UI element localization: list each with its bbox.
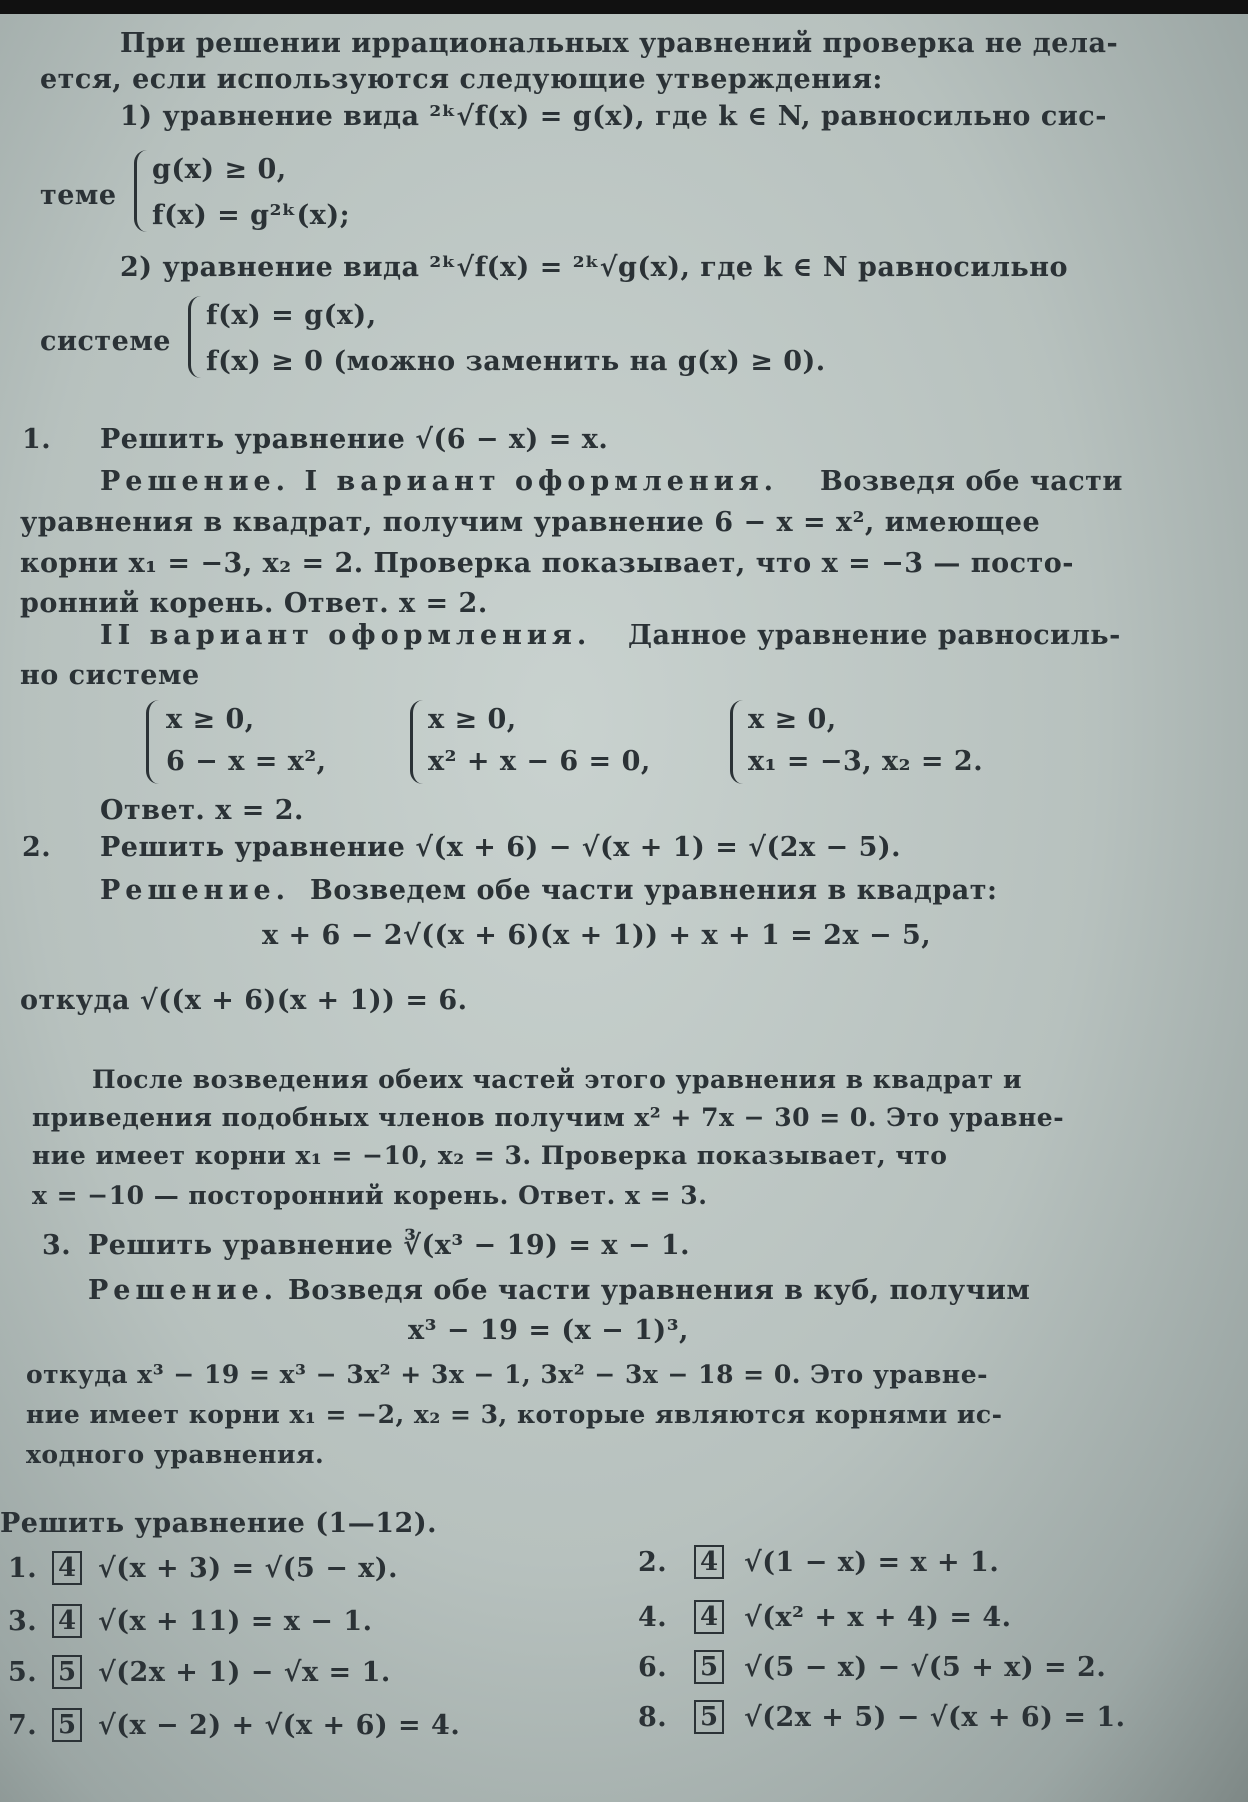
example-2-number: 2. — [22, 832, 52, 863]
statement-1: 1) уравнение вида ²ᵏ√f(x) = g(x), где k ∈ N, равносильно сис- — [120, 101, 1107, 132]
example-1-variant-2-heading: II вариант оформления. — [100, 620, 592, 651]
statement-1-word: теме — [40, 180, 117, 211]
statement-2-cond-b: f(x) ≥ 0 (можно заменить на g(x) ≥ 0). — [206, 346, 826, 377]
example-3-number: 3. — [42, 1230, 72, 1261]
example-2-solution-heading: Решение. — [100, 875, 291, 906]
example-2-title: Решить уравнение √(x + 6) − √(x + 1) = √(2x − 5). — [100, 832, 902, 863]
statement-2-word: системе — [40, 326, 171, 357]
difficulty-box: 5 — [694, 1700, 724, 1734]
exercise-equation: √(x − 2) + √(x + 6) = 4. — [98, 1710, 461, 1741]
example-2-text-line: После возведения обеих частей этого уравнения в квадрат и — [92, 1065, 1023, 1094]
example-1-answer: Ответ. x = 2. — [100, 795, 304, 826]
example-2-text-line: ние имеет корни x₁ = −10, x₂ = 3. Проверка показывает, что — [32, 1141, 948, 1170]
exercise-number: 8. — [638, 1702, 668, 1733]
exercise-number: 3. — [8, 1606, 38, 1637]
exercise-number: 1. — [8, 1553, 38, 1584]
exercise-equation: √(2x + 5) − √(x + 6) = 1. — [744, 1702, 1126, 1733]
difficulty-box: 4 — [694, 1545, 724, 1579]
example-3-solution-heading: Решение. — [88, 1275, 279, 1306]
example-1-text-line: ронний корень. Ответ. x = 2. — [20, 588, 488, 619]
example-3-text-line: откуда x³ − 19 = x³ − 3x² + 3x − 1, 3x² − 3x − 18 = 0. Это уравне- — [26, 1360, 989, 1389]
example-1-variant-1-heading: Решение. I вариант оформления. — [100, 466, 779, 497]
example-1-variant-1-text: Возведя обе части — [820, 466, 1123, 497]
example-3-text: Возведя обе части уравнения в куб, получим — [288, 1275, 1031, 1306]
example-1-text-line: корни x₁ = −3, x₂ = 2. Проверка показывает, что x = −3 — посто- — [20, 548, 1074, 579]
exercise-number: 6. — [638, 1652, 668, 1683]
photo-top-edge — [0, 0, 1248, 14]
system-3-cond-b: x₁ = −3, x₂ = 2. — [748, 746, 984, 777]
example-2-text: Возведем обе части уравнения в квадрат: — [310, 875, 998, 906]
example-1-text-line: но системе — [20, 660, 200, 691]
system-brace — [730, 700, 743, 784]
statement-1-cond-b: f(x) = g²ᵏ(x); — [152, 200, 351, 231]
example-2-equation: x + 6 − 2√((x + 6)(x + 1)) + x + 1 = 2x − 5, — [262, 920, 932, 951]
example-3-text-line: ходного уравнения. — [26, 1440, 325, 1469]
difficulty-box: 4 — [52, 1551, 82, 1585]
exercise-equation: √(1 − x) = x + 1. — [744, 1547, 1000, 1578]
system-brace — [188, 296, 201, 378]
exercise-number: 2. — [638, 1547, 668, 1578]
exercise-equation: √(x² + x + 4) = 4. — [744, 1602, 1012, 1633]
exercise-number: 4. — [638, 1602, 668, 1633]
example-2-text-line: x = −10 — посторонний корень. Ответ. x = 3. — [32, 1181, 708, 1210]
system-brace — [410, 700, 423, 784]
statement-2: 2) уравнение вида ²ᵏ√f(x) = ²ᵏ√g(x), где k ∈ N равносильно — [120, 252, 1068, 283]
system-1-cond-b: 6 − x = x², — [166, 746, 327, 777]
exercise-equation: √(5 − x) − √(5 + x) = 2. — [744, 1652, 1107, 1683]
exercise-equation: √(x + 3) = √(5 − x). — [98, 1553, 399, 1584]
example-1-number: 1. — [22, 424, 52, 455]
system-2-cond-a: x ≥ 0, — [428, 704, 517, 735]
difficulty-box: 5 — [694, 1650, 724, 1684]
difficulty-box: 4 — [694, 1600, 724, 1634]
example-2-text-line: приведения подобных членов получим x² + 7x − 30 = 0. Это уравне- — [32, 1103, 1065, 1132]
statement-1-cond-a: g(x) ≥ 0, — [152, 154, 287, 185]
exercise-number: 5. — [8, 1657, 38, 1688]
statement-2-cond-a: f(x) = g(x), — [206, 300, 377, 331]
exercise-equation: √(x + 11) = x − 1. — [98, 1606, 373, 1637]
intro-line-1: При решении иррациональных уравнений проверка не дела- — [120, 28, 1119, 59]
system-1-cond-a: x ≥ 0, — [166, 704, 255, 735]
difficulty-box: 5 — [52, 1708, 82, 1742]
system-2-cond-b: x² + x − 6 = 0, — [428, 746, 651, 777]
example-1-text-line: уравнения в квадрат, получим уравнение 6 − x = x², имеющее — [20, 507, 1041, 538]
exercise-number: 7. — [8, 1710, 38, 1741]
system-3-cond-a: x ≥ 0, — [748, 704, 837, 735]
exercise-equation: √(2x + 1) − √x = 1. — [98, 1657, 391, 1688]
system-brace — [146, 700, 159, 784]
example-1-variant-2-text: Данное уравнение равносиль- — [628, 620, 1121, 651]
example-3-equation: x³ − 19 = (x − 1)³, — [408, 1315, 689, 1346]
intro-line-2: ется, если используются следующие утверждения: — [40, 64, 883, 95]
difficulty-box: 5 — [52, 1655, 82, 1689]
example-1-title: Решить уравнение √(6 − x) = x. — [100, 424, 609, 455]
exercises-heading: Решить уравнение (1—12). — [0, 1508, 438, 1539]
example-2-equation: откуда √((x + 6)(x + 1)) = 6. — [20, 985, 468, 1016]
system-brace — [134, 150, 147, 232]
example-3-text-line: ние имеет корни x₁ = −2, x₂ = 3, которые являются корнями ис- — [26, 1400, 1003, 1429]
difficulty-box: 4 — [52, 1604, 82, 1638]
example-3-title: Решить уравнение ∛(x³ − 19) = x − 1. — [88, 1230, 691, 1261]
